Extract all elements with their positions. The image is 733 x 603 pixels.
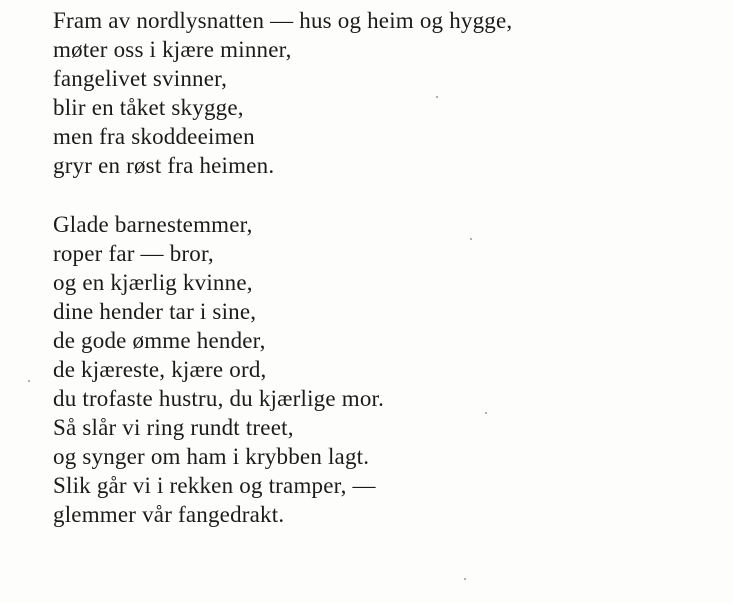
scan-speck (485, 412, 487, 414)
poem-line: Så slår vi ring rundt treet, (53, 415, 294, 440)
poem-line: de gode ømme hender, (53, 328, 266, 353)
poem-line: men fra skoddeeimen (53, 124, 255, 149)
poem-line: og synger om ham i krybben lagt. (53, 444, 370, 469)
poem-line: Fram av nordlysnatten — hus og heim og hygge, (53, 8, 513, 33)
poem-line: glemmer vår fangedrakt. (53, 502, 285, 527)
poem-line: fangelivet svinner, (53, 66, 228, 91)
poem-line: møter oss i kjære minner, (53, 37, 292, 62)
poem-line: Slik går vi i rekken og tramper, — (53, 473, 376, 498)
stanza-2 (53, 210, 713, 529)
poem-line: og en kjærlig kvinne, (53, 270, 253, 295)
poem (53, 6, 713, 529)
scan-speck (464, 578, 466, 580)
poem-line: du trofaste hustru, du kjærlige mor. (53, 386, 385, 411)
scan-speck (470, 238, 472, 240)
scan-speck (28, 380, 30, 382)
poem-line: gryr en røst fra heimen. (53, 153, 275, 178)
poem-line: blir en tåket skygge, (53, 95, 244, 120)
stanza-1 (53, 6, 713, 180)
scan-speck (436, 96, 438, 98)
poem-line: roper far — bror, (53, 241, 214, 266)
poem-line: dine hender tar i sine, (53, 299, 257, 324)
poem-line: de kjæreste, kjære ord, (53, 357, 267, 382)
poem-line: Glade barnestemmer, (53, 212, 253, 237)
